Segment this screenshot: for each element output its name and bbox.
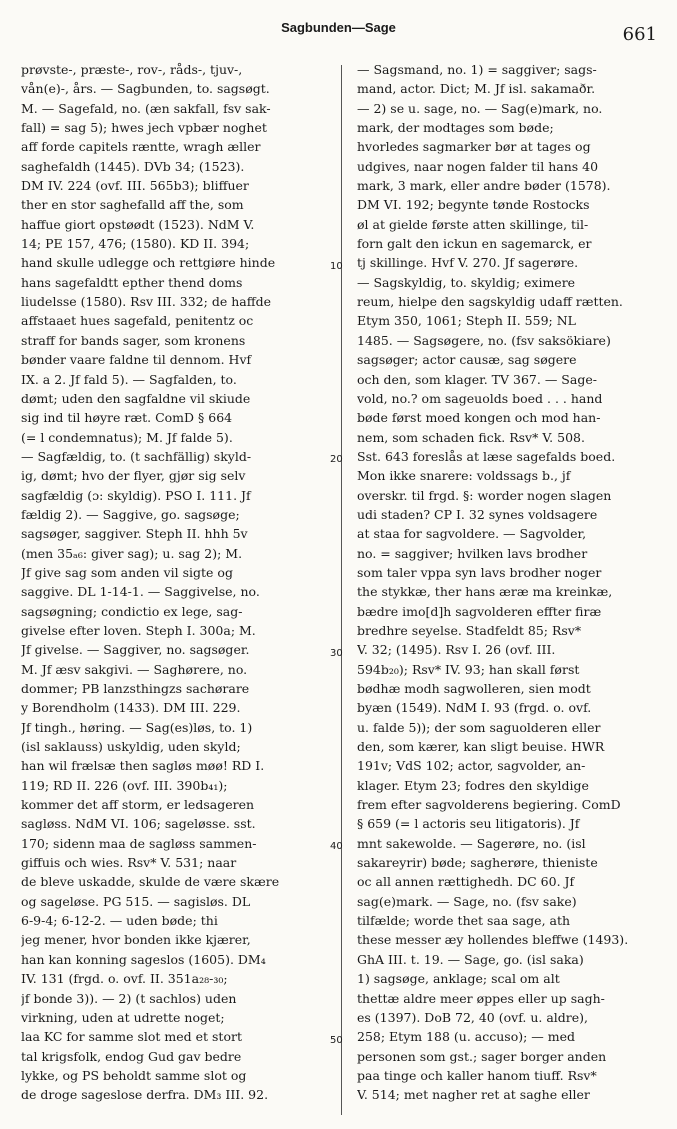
left-column-line: dømt; uden den sagfaldne vil skiude bbox=[21, 390, 251, 406]
left-column-line: M. Jf æsv sakgivi. — Saghørere, no. bbox=[21, 661, 248, 677]
left-column-line: sagløss. NdM VI. 106; sageløsse. sst. bbox=[21, 816, 256, 832]
running-title: Sagbunden—Sage bbox=[281, 20, 396, 35]
right-column-line: bædre imo[d]h sagvolderen effter firæ bbox=[357, 603, 602, 619]
left-column-line: bønder vaare faldne til dennom. Hvf bbox=[21, 352, 252, 368]
line-marker: 10 bbox=[330, 260, 343, 272]
left-column-line: kommer det aff storm, er ledsageren bbox=[21, 797, 255, 813]
left-column-line: ig, dømt; hvo der flyer, gjør sig selv bbox=[21, 468, 246, 484]
line-marker: 40 bbox=[330, 841, 343, 852]
page-header bbox=[0, 8, 677, 48]
right-column-line: at staa for sagvoldere. — Sagvolder, bbox=[357, 526, 587, 542]
right-column-line: som taler vppa syn lavs brodher noger bbox=[357, 564, 602, 580]
left-column-line: saggive. DL 1-14-1. — Saggivelse, no. bbox=[21, 584, 260, 600]
right-column-line: klager. Etym 23; fodres den skyldige bbox=[357, 777, 589, 793]
left-column-line: haffue giort opstøødt (1523). NdM V. bbox=[21, 216, 255, 232]
left-column-line: lykke, og PS beholdt samme slot og bbox=[21, 1067, 247, 1083]
left-column-line: jeg mener, hvor bonden ikke kjærer, bbox=[21, 932, 251, 948]
left-column-line: y Borendholm (1433). DM III. 229. bbox=[21, 700, 241, 716]
left-column-line: (isl saklauss) uskyldig, uden skyld; bbox=[21, 739, 241, 755]
left-column-line: og sageløse. PG 515. — sagisløs. DL bbox=[21, 893, 251, 909]
right-column-line: mand, actor. Dict; M. Jf isl. sakamaðr. bbox=[357, 81, 596, 97]
right-column-line: bredhre seyelse. Stadfeldt 85; Rsv* bbox=[357, 622, 582, 638]
right-column-line: 1) sagsøge, anklage; scal om alt bbox=[357, 971, 560, 987]
right-column-line: thettæ aldre meer øppes eller up sagh- bbox=[357, 990, 605, 1006]
column-divider bbox=[341, 65, 342, 1115]
right-column-line: overskr. til frgd. §: worder nogen slagen bbox=[357, 487, 612, 503]
right-column-line: den, som kærer, kan sligt beuise. HWR bbox=[357, 739, 605, 755]
right-column-line: DM VI. 192; begynte tønde Rostocks bbox=[357, 197, 590, 213]
left-column-line: sagfældig (ɔ: skyldig). PSO I. 111. Jf bbox=[21, 487, 251, 503]
right-column-line: 594b₂₀); Rsv* IV. 93; han skall først bbox=[357, 661, 580, 677]
right-column-line: byæn (1549). NdM I. 93 (frgd. o. ovf. bbox=[357, 700, 592, 716]
left-column-line: jf bonde 3)). — 2) (t sachlos) uden bbox=[21, 990, 237, 1006]
left-column bbox=[21, 60, 330, 1105]
right-column-line: mark, 3 mark, eller andre bøder (1578). bbox=[357, 178, 611, 194]
left-column-line: 6-9-4; 6-12-2. — uden bøde; thi bbox=[21, 913, 218, 929]
right-column-line: hvorledes sagmarker bør at tages og bbox=[357, 139, 591, 155]
left-column-line: liudelsse (1580). Rsv III. 332; de haffde bbox=[21, 294, 271, 310]
left-column-line: dommer; PB lanzsthingzs sachørare bbox=[21, 681, 250, 696]
right-column-line: V. 514; met nagher ret at saghe eller bbox=[357, 1087, 590, 1103]
right-column-line: nem, som schaden fick. Rsv* V. 508. bbox=[357, 429, 585, 445]
right-column-line: bøde først moed kongen och mod han- bbox=[357, 410, 601, 426]
right-column-line: paa tinge och kaller hanom tiuff. Rsv* bbox=[357, 1067, 597, 1083]
right-column-line: 191v; VdS 102; actor, sagvolder, an- bbox=[357, 758, 586, 774]
left-column-line: ther en stor saghefalld aff the, som bbox=[21, 197, 244, 213]
right-column-line: GhA III. t. 19. — Sage, go. (isl saka) bbox=[357, 951, 584, 967]
right-column-line: — Sagskyldig, to. skyldig; eximere bbox=[357, 274, 576, 290]
right-column-line: øl at gielde første atten skillinge, til- bbox=[357, 216, 589, 232]
right-column-line: vold, no.? om sageuolds boed . . . hand bbox=[357, 390, 603, 406]
right-column-line: forn galt den ickun en sagemarck, er bbox=[357, 236, 592, 252]
right-column-line: § 659 (= l actoris seu litigatoris). Jf bbox=[357, 816, 580, 832]
left-column-line: Jf givelse. — Saggiver, no. sagsøger. bbox=[21, 642, 250, 658]
left-column-line: fældig 2). — Saggive, go. sagsøge; bbox=[21, 506, 240, 522]
left-column-line: hans sagefaldtt epther thend doms bbox=[21, 274, 243, 290]
right-column-line: no. = saggiver; hvilken lavs brodher bbox=[357, 545, 588, 561]
left-column-line: prøvste-, præste-, rov-, råds-, tjuv-, bbox=[21, 62, 243, 77]
left-column-line: de droge sageslose derfra. DM₃ III. 92. bbox=[21, 1087, 269, 1103]
left-column-line: virkning, uden at udrette noget; bbox=[21, 1009, 225, 1025]
right-column-line: Mon ikke snarere: voldssags b., jf bbox=[357, 468, 571, 484]
left-column-line: Jf tingh., høring. — Sag(es)løs, to. 1) bbox=[21, 719, 253, 735]
right-column-line: — 2) se u. sage, no. — Sag(e)mark, no. bbox=[357, 100, 603, 116]
left-column-line: fall) = sag 5); hwes jech vpbær noghet bbox=[21, 120, 267, 136]
left-column-line: M. — Sagefald, no. (æn sakfall, fsv sak- bbox=[21, 100, 271, 116]
left-column-line: (men 35ₐ₆: giver sag); u. sag 2); M. bbox=[21, 545, 243, 561]
right-column-line: 258; Etym 188 (u. accuso); — med bbox=[357, 1029, 576, 1045]
right-column-line: tilfælde; worde thet saa sage, ath bbox=[357, 913, 571, 929]
left-column-line: han kan konning sageslos (1605). DM₄ bbox=[21, 951, 266, 967]
left-column-line: (= l condemnatus); M. Jf falde 5). bbox=[21, 429, 233, 445]
left-column-line: tal krigsfolk, endog Gud gav bedre bbox=[21, 1048, 242, 1064]
right-column-line: oc all annen rættighedh. DC 60. Jf bbox=[357, 874, 575, 890]
line-marker: 50 bbox=[330, 1034, 343, 1046]
right-column-line: tj skillinge. Hvf V. 270. Jf sagerøre. bbox=[357, 255, 579, 271]
right-column-line: V. 32; (1495). Rsv I. 26 (ovf. III. bbox=[357, 642, 556, 658]
right-column bbox=[357, 60, 663, 1105]
left-column-line: aff forde capitels ræntte, wragh æller bbox=[21, 139, 261, 155]
left-column-line: laa KC for samme slot med et stort bbox=[21, 1029, 242, 1045]
right-column-line: the stykkæ, ther hans æræ ma kreinkæ, bbox=[357, 584, 613, 600]
right-column-line: Sst. 643 foreslås at læse sagefalds boed. bbox=[357, 448, 616, 464]
right-column-line: sagsøger; actor causæ, sag søgere bbox=[357, 352, 577, 368]
left-column-line: IX. a 2. Jf fald 5). — Sagfalden, to. bbox=[21, 371, 237, 387]
right-column-line: frem efter sagvolderens begiering. ComD bbox=[357, 797, 621, 813]
right-column-line: sag(e)mark. — Sage, no. (fsv sake) bbox=[357, 893, 577, 909]
left-column-line: affstaaet hues sagefald, penitentz oc bbox=[21, 313, 254, 329]
right-column-line: personen som gst.; sager borger anden bbox=[357, 1048, 607, 1064]
left-column-line: Jf give sag som anden vil sigte og bbox=[21, 564, 233, 580]
left-column-line: — Sagfældig, to. (t sachfällig) skyld- bbox=[21, 448, 252, 464]
left-column-line: saghefaldh (1445). DVb 34; (1523). bbox=[21, 158, 245, 174]
right-column-line: reum, hielpe den sagskyldig udaff rætten. bbox=[357, 294, 623, 310]
page-number: 661 bbox=[622, 24, 657, 45]
left-column-line: 170; sidenn maa de sagløss sammen- bbox=[21, 835, 257, 851]
right-column-line: mnt sakewolde. — Sagerøre, no. (isl bbox=[357, 835, 586, 851]
right-column-line: these messer æy hollendes bleffwe (1493). bbox=[357, 932, 629, 948]
left-column-line: sagsøgning; condictio ex lege, sag- bbox=[21, 603, 243, 619]
right-column-line: bødhæ modh sagwolleren, sien modt bbox=[357, 681, 591, 696]
left-column-line: 119; RD II. 226 (ovf. III. 390b₄₁); bbox=[21, 777, 228, 793]
left-column-line: giffuis och wies. Rsv* V. 531; naar bbox=[21, 855, 237, 871]
right-column-line: u. falde 5)); der som saguolderen eller bbox=[357, 719, 601, 735]
line-marker: 20 bbox=[330, 454, 343, 465]
left-column-line: IV. 131 (frgd. o. ovf. II. 351a₂₈-₃₀; bbox=[21, 971, 228, 987]
left-column-line: sagsøger, saggiver. Steph II. hhh 5v bbox=[21, 526, 248, 542]
right-column-line: udi staden? CP I. 32 synes voldsagere bbox=[357, 506, 598, 522]
right-column-line: mark, der modtages som bøde; bbox=[357, 120, 554, 136]
left-column-line: straff for bands sager, som kronens bbox=[21, 332, 246, 348]
right-column-line: udgives, naar nogen falder til hans 40 bbox=[357, 158, 599, 174]
right-column-line: — Sagsmand, no. 1) = saggiver; sags- bbox=[357, 62, 597, 77]
left-column-line: givelse efter loven. Steph I. 300a; M. bbox=[21, 622, 256, 638]
right-column-line: sakareyrir) bøde; sagherøre, thieniste bbox=[357, 855, 598, 871]
left-column-line: han wil frælsæ then sagløs møø! RD I. bbox=[21, 758, 265, 774]
right-column-line: Etym 350, 1061; Steph II. 559; NL bbox=[357, 313, 576, 329]
left-column-line: 14; PE 157, 476; (1580). KD II. 394; bbox=[21, 236, 250, 252]
left-column-line: de bleve uskadde, skulde de være skære bbox=[21, 874, 280, 890]
line-marker: 30 bbox=[330, 647, 343, 659]
right-column-line: och den, som klager. TV 367. — Sage- bbox=[357, 371, 597, 387]
right-column-line: es (1397). DoB 72, 40 (ovf. u. aldre), bbox=[357, 1009, 588, 1025]
left-column-line: sig ind til høyre ræt. ComD § 664 bbox=[21, 410, 233, 426]
left-column-line: DM IV. 224 (ovf. III. 565b3); bliffuer bbox=[21, 178, 249, 194]
right-column-line: 1485. — Sagsøgere, no. (fsv saksökiare) bbox=[357, 332, 611, 348]
left-column-line: vån(e)-, års. — Sagbunden, to. sagsøgt. bbox=[21, 81, 270, 97]
left-column-line: hand skulle udlegge och rettgiøre hinde bbox=[21, 255, 276, 271]
